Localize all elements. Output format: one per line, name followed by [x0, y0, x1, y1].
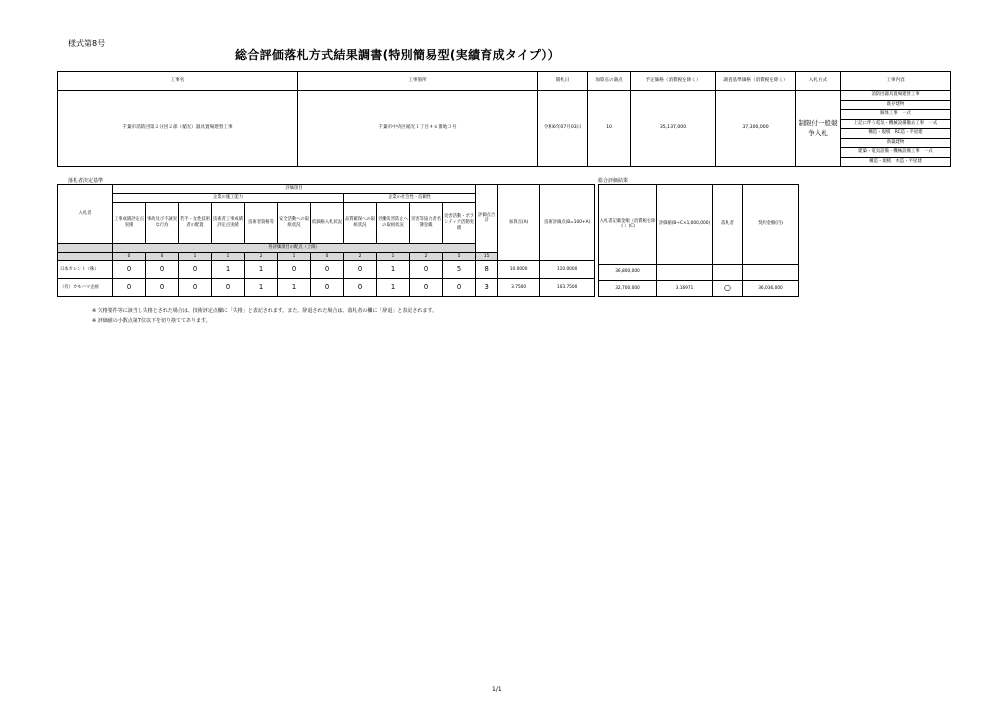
score-cell: 0	[146, 279, 179, 297]
evaluation-table	[57, 184, 595, 297]
content-line: 既存建物	[841, 101, 950, 111]
item-young-female-engineers: 若手・女性技術者の配置	[179, 202, 212, 243]
score-cell: 0	[344, 279, 377, 297]
item-performance-score: 工事成績評定点実績	[113, 202, 146, 243]
note-rounding: ※ 評価値の小数点第7位以下を切り捨ててあります。	[92, 318, 211, 324]
item-engineer-performance: 技術者工事成績評定点実績	[212, 202, 245, 243]
planned-price: 35,137,000	[631, 91, 716, 167]
score-cell: 0	[410, 279, 443, 297]
content-line: 構造・規模 木造・平屋建	[869, 158, 922, 164]
eval-items-header: 評価項目	[113, 185, 476, 194]
weight-value: 1	[179, 252, 212, 261]
content-line: 消防団器具置場建替工事	[841, 91, 950, 101]
tech-score-header: 技術評価点(B=100+A)	[540, 185, 595, 261]
score-cell: 0	[344, 261, 377, 279]
score-cell: 0	[113, 279, 146, 297]
table-row	[599, 280, 799, 296]
page-number: 1/1	[492, 686, 502, 693]
score-cell: 1	[212, 261, 245, 279]
table-row	[58, 261, 595, 279]
addition-score: 10.0000	[498, 261, 540, 279]
weight-value: 2	[245, 252, 278, 261]
contract-amount	[743, 264, 799, 280]
form-number: 様式第8号	[68, 39, 106, 48]
score-cell: 5	[443, 261, 476, 279]
group-construction-ability: 企業の施工能力	[113, 193, 344, 202]
weight-value: 1	[212, 252, 245, 261]
addition-points: 10	[588, 91, 631, 167]
weight-value: 2	[344, 252, 377, 261]
item-accidents: 事故及び不誠実な行為	[146, 202, 179, 243]
content-line: 解体工事 一式	[841, 110, 950, 120]
content-line: 構造・規模 RC造・平屋建	[841, 129, 950, 139]
right-section-label: 総合評価結果	[598, 178, 629, 184]
score-cell: 0	[410, 261, 443, 279]
score-cell: 0	[113, 261, 146, 279]
header-min-price: 調査基準価格（消費税を除く）	[716, 72, 796, 91]
item-quality-assurance: 品質確保への取組状況	[344, 202, 377, 243]
header-bid-date: 開札日	[538, 72, 588, 91]
item-disaster-cooperation: 災害等協力者名簿登載	[410, 202, 443, 243]
score-cell: 1	[377, 261, 410, 279]
score-cell: 0	[311, 279, 344, 297]
note-disqualification: ※ 欠格要件等に該当し失格とされた場合は、技術評定点欄に「失格」と表記されます。また、辞退された場合は、落札者の欄に「辞退」と表記されます。	[92, 308, 437, 314]
header-planned-price: 予定価格（消費税を除く）	[631, 72, 716, 91]
header-project-location: 工事箇所	[298, 72, 538, 91]
score-total: 8	[476, 261, 498, 279]
document-title: 総合評価落札方式結果調書(特別簡易型(実績育成タイプ））	[235, 48, 560, 62]
item-safety-activities: 安全活動への取組状況	[278, 202, 311, 243]
table-row	[58, 279, 595, 297]
result-table	[598, 184, 799, 297]
bid-date: 令和6年07月03日	[538, 91, 588, 167]
content-line: 上記に伴う電気・機械設備撤去工事 一式	[841, 120, 950, 130]
header-bid-method: 入札方式	[796, 72, 841, 91]
score-cell: 0	[146, 261, 179, 279]
header-bid-amount: 入札書記載金額（消費税を除く）(C)	[599, 185, 657, 265]
score-cell: 1	[377, 279, 410, 297]
project-content	[841, 91, 951, 167]
bid-amount: 36,800,000	[599, 264, 657, 280]
total-score-header: 評価点合計	[476, 185, 498, 253]
weight-value: 0	[311, 252, 344, 261]
weight-value: 1	[278, 252, 311, 261]
contract-amount: 36,036,000	[743, 280, 799, 296]
content-line: 新築建物	[841, 139, 950, 149]
addition-score: 3.7500	[498, 279, 540, 297]
score-cell: 0	[212, 279, 245, 297]
score-cell: 0	[311, 261, 344, 279]
item-accident-prevention: 労働災害防止への取組状況	[377, 202, 410, 243]
content-line: 建築・電気設備・機械設備工事 一式	[841, 148, 950, 158]
weight-value: 1	[377, 252, 410, 261]
project-info-table	[57, 71, 951, 167]
header-project-name: 工事名	[58, 72, 298, 91]
group-social-reliability: 企業の社会性・信頼性	[344, 193, 476, 202]
bidder-name: （有）カモハマ企画	[58, 279, 113, 297]
item-engineer-qualification: 技術者資格等	[245, 202, 278, 243]
header-project-content: 工事内容	[841, 72, 951, 91]
score-total: 3	[476, 279, 498, 297]
min-price: 37,300,000	[716, 91, 796, 167]
bidder-header: 入札者	[58, 185, 113, 244]
winner-mark: ○	[713, 280, 743, 296]
score-cell: 1	[278, 279, 311, 297]
score-cell: 1	[245, 261, 278, 279]
header-winner: 落札者	[713, 185, 743, 265]
eval-value	[657, 264, 713, 280]
score-cell: 0	[278, 261, 311, 279]
weights-label: 各評価項目の配点（上限）	[113, 243, 476, 252]
bidder-name: 日本カレント（株）	[58, 261, 113, 279]
weight-value: 0	[113, 252, 146, 261]
table-row	[599, 264, 799, 280]
winner-mark	[713, 264, 743, 280]
header-contract-amount: 契約金額(円)	[743, 185, 799, 265]
item-low-price-bids: 低価格入札状況	[311, 202, 344, 243]
weight-value: 0	[146, 252, 179, 261]
addition-score-header: 加算点(A)	[498, 185, 540, 261]
tech-score: 110.0000	[540, 261, 595, 279]
header-eval-value: 評価値(B÷C×1,000,000)	[657, 185, 713, 265]
weight-total: 15	[476, 252, 498, 261]
item-volunteer-activities: 災害活動・ボランティア活動実績	[443, 202, 476, 243]
score-cell: 1	[245, 279, 278, 297]
score-cell: 0	[179, 261, 212, 279]
tech-score: 103.7500	[540, 279, 595, 297]
project-name: 千葉市消防団第２分団２部（稲光）器具置場建替工事	[58, 91, 298, 167]
header-addition-points: 加算点の満点	[588, 72, 631, 91]
score-cell: 0	[443, 279, 476, 297]
score-cell: 0	[179, 279, 212, 297]
eval-value: 3.16971	[657, 280, 713, 296]
left-section-label: 落札者決定基準	[68, 178, 104, 184]
weight-value: 2	[410, 252, 443, 261]
weight-value: 5	[443, 252, 476, 261]
project-location: 千葉市中央区稲光１丁目４６番地３号	[298, 91, 538, 167]
bid-amount: 32,700,000	[599, 280, 657, 296]
project-content-lines	[841, 91, 950, 166]
bid-method: 制限付一般競争入札	[796, 91, 841, 167]
